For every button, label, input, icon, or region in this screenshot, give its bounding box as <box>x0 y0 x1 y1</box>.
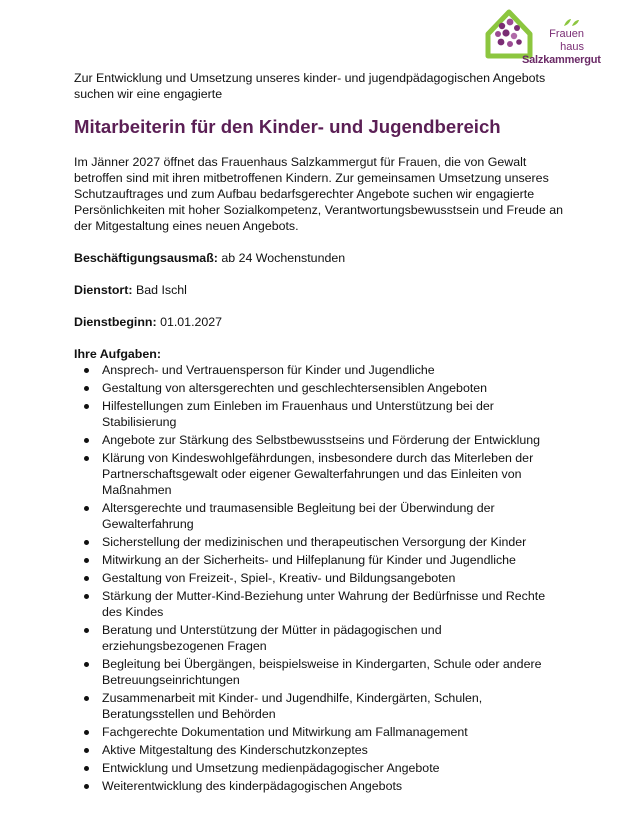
task-item: Stärkung der Mutter-Kind-Beziehung unter Wahrung der Bedürfnisse und Rechte des Kindes <box>74 588 564 620</box>
task-item: Gestaltung von altersgerechten und geschlechtersensiblen Angeboten <box>74 380 564 396</box>
logo-line-1: Frauen <box>549 28 584 40</box>
task-item: Begleitung bei Übergängen, beispielsweise in Kindergarten, Schule oder andere Betreuungseinrichtungen <box>74 656 564 688</box>
start-label: Dienstbeginn: <box>74 315 157 329</box>
frauenhaus-logo <box>484 6 601 68</box>
hours-label: Beschäftigungsausmaß: <box>74 251 218 265</box>
task-item: Ansprech- und Vertrauensperson für Kinder und Jugendliche <box>74 362 564 378</box>
task-item: Weiterentwicklung des kinderpädagogischen Angebots <box>74 778 564 794</box>
intro-text: Zur Entwicklung und Umsetzung unseres kinder- und jugendpädagogischen Angebots suchen wir eine engagierte <box>74 71 546 101</box>
task-item: Entwicklung und Umsetzung medienpädagogischer Angebote <box>74 760 564 776</box>
task-item: Sicherstellung der medizinischen und therapeutischen Versorgung der Kinder <box>74 534 564 550</box>
task-item: Beratung und Unterstützung der Mütter in pädagogischen und erziehungsbezogenen Fragen <box>74 622 564 654</box>
logo-line-3: Salzkammergut <box>522 54 601 66</box>
location-field <box>74 282 564 298</box>
hours-value: ab 24 Wochenstunden <box>221 251 346 265</box>
job-title: Mitarbeiterin für den Kinder- und Jugendbereich <box>74 116 501 137</box>
task-item: Altersgerechte und traumasensible Begleitung bei der Überwindung der Gewalterfahrung <box>74 500 564 532</box>
location-label: Dienstort: <box>74 283 133 297</box>
start-value: 01.01.2027 <box>160 315 223 329</box>
task-item: Aktive Mitgestaltung des Kinderschutzkonzeptes <box>74 742 564 758</box>
leaf-icon <box>562 18 580 28</box>
job-posting <box>74 70 564 796</box>
task-item: Zusammenarbeit mit Kinder- und Jugendhilfe, Kindergärten, Schulen, Beratungsstellen und Behörden <box>74 690 564 722</box>
task-item: Fachgerechte Dokumentation und Mitwirkung am Fallmanagement <box>74 724 564 740</box>
task-item: Angebote zur Stärkung des Selbstbewusstseins und Förderung der Entwicklung <box>74 432 564 448</box>
task-item: Mitwirkung an der Sicherheits- und Hilfeplanung für Kinder und Jugendliche <box>74 552 564 568</box>
location-value: Bad Ischl <box>135 283 187 297</box>
task-item: Gestaltung von Freizeit-, Spiel-, Kreativ- und Bildungsangeboten <box>74 570 564 586</box>
tasks-list <box>74 362 564 794</box>
start-field <box>74 314 564 330</box>
task-item: Klärung von Kindeswohlgefährdungen, insbesondere durch das Miterleben der Partnerschaftsgewalt oder eigener Gewalterfahrungen und das Einleiten von Maßnahmen <box>74 450 564 498</box>
hours-field <box>74 250 564 266</box>
description-text: Im Jänner 2027 öffnet das Frauenhaus Salzkammergut für Frauen, die von Gewalt betroffen sind mit ihren mitbetroffenen Kindern. Zur gemeinsamen Umsetzung unseres Schutzauftrages und zum Aufbau bedarfsgerechter Angebote suchen wir engagierte Persönlichkeiten mit hoher Sozialkompetenz, Verantwortungsbewusstsein und Freude an der Mitgestaltung eines neuen Angebots. <box>74 155 564 233</box>
logo-line-2: haus <box>560 41 584 53</box>
logo-wordmark <box>522 28 601 67</box>
tasks-heading: Ihre Aufgaben: <box>74 347 161 361</box>
task-item: Hilfestellungen zum Einleben im Frauenhaus und Unterstützung bei der Stabilisierung <box>74 398 564 430</box>
